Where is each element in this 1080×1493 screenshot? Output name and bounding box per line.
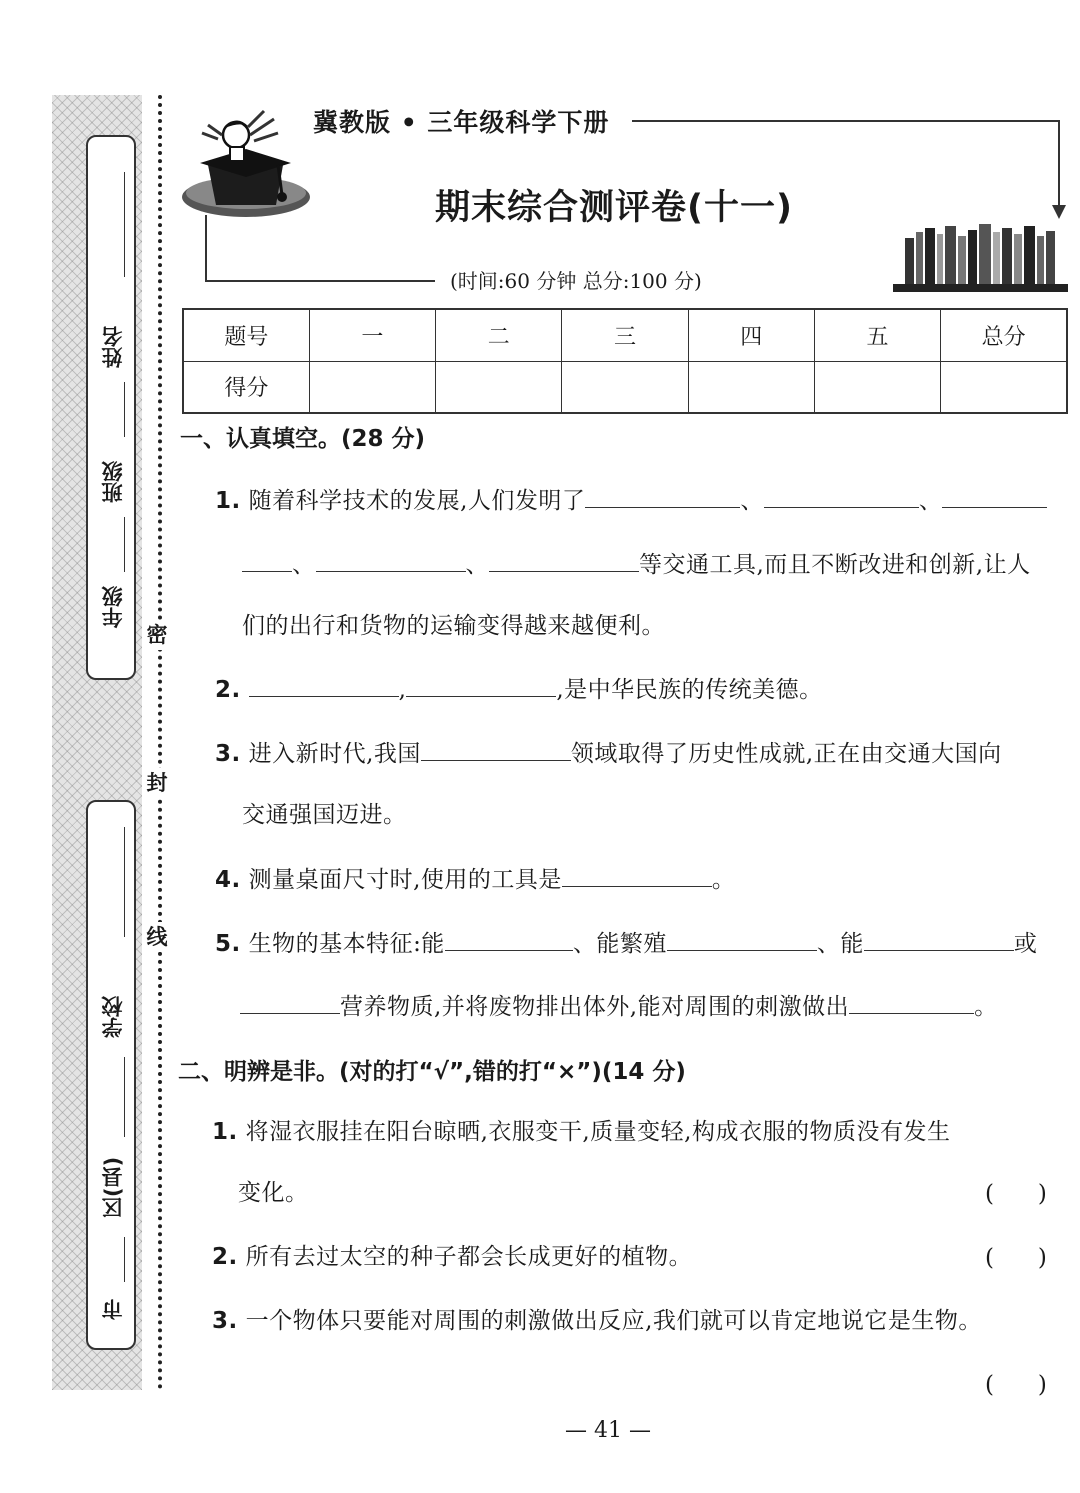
score-input-cell[interactable]: [436, 361, 562, 413]
s2-q1-line2: 变化。: [238, 1180, 309, 1206]
page-title: 期末综合测评卷(十一): [435, 188, 793, 228]
q5-text-e: 营养物质,并将废物排出体外,能对周围的刺激做出: [340, 994, 850, 1020]
separator: 、: [918, 488, 943, 514]
arrow-down-icon: [1052, 205, 1066, 219]
binding-strip: [52, 95, 142, 1390]
header-rule-left: [205, 215, 207, 280]
q3-line1: [215, 737, 1002, 769]
seal-char-mi: 密: [143, 620, 171, 650]
score-input-cell[interactable]: [562, 361, 688, 413]
seal-char-feng: 封: [143, 768, 171, 798]
city-line: [124, 1237, 125, 1282]
answer-parentheses[interactable]: ( ): [985, 1372, 1047, 1398]
city-label: 市: [101, 1299, 125, 1320]
grade-line: [124, 517, 125, 572]
table-cell: 二: [436, 309, 562, 361]
q5-text: 生物的基本特征:能: [248, 931, 445, 957]
q2-line: [215, 673, 823, 705]
s2-q1-text: 将湿衣服挂在阳台晾晒,衣服变干,质量变轻,构成衣服的物质没有发生: [245, 1119, 951, 1145]
textbook-series: 冀教版 • 三年级科学下册: [313, 108, 610, 137]
graduate-mascot-icon: [178, 105, 313, 225]
answer-blank[interactable]: [562, 863, 712, 887]
district-label: 区(县): [101, 1156, 125, 1218]
grade-label: 年级: [101, 586, 125, 628]
s2-q3-line: [212, 1306, 982, 1336]
time-score-info: (时间:60 分钟 总分:100 分): [450, 269, 702, 293]
q5-text-f: 。: [974, 994, 998, 1020]
q5-text-c: 、能: [816, 931, 864, 957]
q3-text-continued: 领域取得了历史性成就,正在由交通大国向: [570, 741, 1002, 767]
q5-line2: [240, 990, 998, 1022]
score-input-cell[interactable]: [688, 361, 814, 413]
student-info-box: [86, 135, 136, 680]
q2-text: ,是中华民族的传统美德。: [556, 677, 823, 703]
q5-text-b: 、能繁殖: [572, 931, 667, 957]
answer-blank[interactable]: [849, 990, 974, 1014]
q5-text-d: 或: [1013, 931, 1038, 957]
q5-line1: [215, 927, 1037, 959]
s2-q2-text: 所有去过太空的种子都会长成更好的植物。: [245, 1244, 693, 1270]
header-rule-bottom: [205, 280, 435, 282]
table-row: [183, 309, 1067, 361]
school-label: 学校: [101, 996, 125, 1038]
answer-parentheses[interactable]: ( ): [985, 1245, 1047, 1271]
q5-number: 5.: [215, 931, 241, 957]
s2-q3-number: 3.: [212, 1308, 238, 1334]
separator: 、: [465, 552, 489, 578]
q1-number: 1.: [215, 488, 241, 514]
answer-parentheses[interactable]: ( ): [985, 1181, 1047, 1207]
section2-title: 二、明辨是非。(对的打“√”,错的打“×”)(14 分): [178, 1059, 686, 1085]
bookshelf-icon: [893, 222, 1068, 294]
answer-blank[interactable]: [406, 673, 556, 697]
seal-dotted-line: [158, 95, 162, 1390]
info-fields-top: [88, 137, 138, 682]
q3-number: 3.: [215, 741, 241, 767]
page-number: — 41 —: [565, 1418, 651, 1443]
separator: ,: [398, 677, 407, 703]
q4-text: 测量桌面尺寸时,使用的工具是: [248, 867, 562, 893]
class-line: [124, 382, 125, 437]
name-label: 姓名: [101, 326, 125, 368]
table-cell: 三: [562, 309, 688, 361]
s2-q3-text: 一个物体只要能对周围的刺激做出反应,我们就可以肯定地说它是生物。: [245, 1308, 982, 1334]
table-cell: 一: [309, 309, 435, 361]
answer-blank[interactable]: [942, 484, 1047, 508]
district-line: [124, 1057, 125, 1137]
answer-blank[interactable]: [249, 673, 399, 697]
school-info-box: [86, 800, 136, 1350]
table-cell: 五: [814, 309, 940, 361]
q3-line2: 交通强国迈进。: [242, 802, 407, 828]
separator: 、: [740, 488, 764, 514]
info-fields-bottom: [88, 802, 138, 1352]
name-line: [124, 172, 125, 277]
answer-blank[interactable]: [445, 927, 573, 951]
answer-blank[interactable]: [489, 548, 639, 572]
answer-blank[interactable]: [864, 927, 1014, 951]
q1-line3: 们的出行和货物的运输变得越来越便利。: [242, 613, 665, 639]
header-rule-top: [632, 120, 1060, 122]
q1-line1: [215, 484, 1047, 516]
seal-char-xian: 线: [143, 922, 171, 952]
table-cell: 题号: [183, 309, 309, 361]
school-line: [124, 827, 125, 937]
q1-line2: [242, 548, 1031, 580]
table-cell: 总分: [941, 309, 1067, 361]
answer-blank[interactable]: [585, 484, 740, 508]
s2-q1-number: 1.: [212, 1119, 238, 1145]
score-input-cell[interactable]: [941, 361, 1067, 413]
answer-blank[interactable]: [316, 548, 466, 572]
section1-title: 一、认真填空。(28 分): [180, 426, 426, 452]
answer-blank[interactable]: [421, 737, 571, 761]
q3-text: 进入新时代,我国: [248, 741, 421, 767]
q1-text-continued: 等交通工具,而且不断改进和创新,让人: [639, 552, 1031, 578]
s2-q2-number: 2.: [212, 1244, 238, 1270]
separator: 、: [292, 552, 316, 578]
class-label: 班级: [101, 461, 125, 503]
header-rule-right: [1058, 120, 1060, 210]
table-cell: 得分: [183, 361, 309, 413]
q2-number: 2.: [215, 677, 241, 703]
answer-blank[interactable]: [667, 927, 817, 951]
answer-blank[interactable]: [240, 990, 340, 1014]
q4-number: 4.: [215, 867, 241, 893]
q1-text: 随着科学技术的发展,人们发明了: [248, 488, 586, 514]
table-row: [183, 361, 1067, 413]
s2-q1-line1: [212, 1117, 951, 1147]
s2-q2-line: [212, 1242, 692, 1272]
table-cell: 四: [688, 309, 814, 361]
score-input-cell[interactable]: [309, 361, 435, 413]
q4-line: [215, 863, 735, 895]
q4-end: 。: [711, 867, 736, 893]
score-input-cell[interactable]: [814, 361, 940, 413]
answer-blank[interactable]: [764, 484, 919, 508]
answer-blank[interactable]: [242, 548, 292, 572]
score-table: [182, 308, 1068, 414]
